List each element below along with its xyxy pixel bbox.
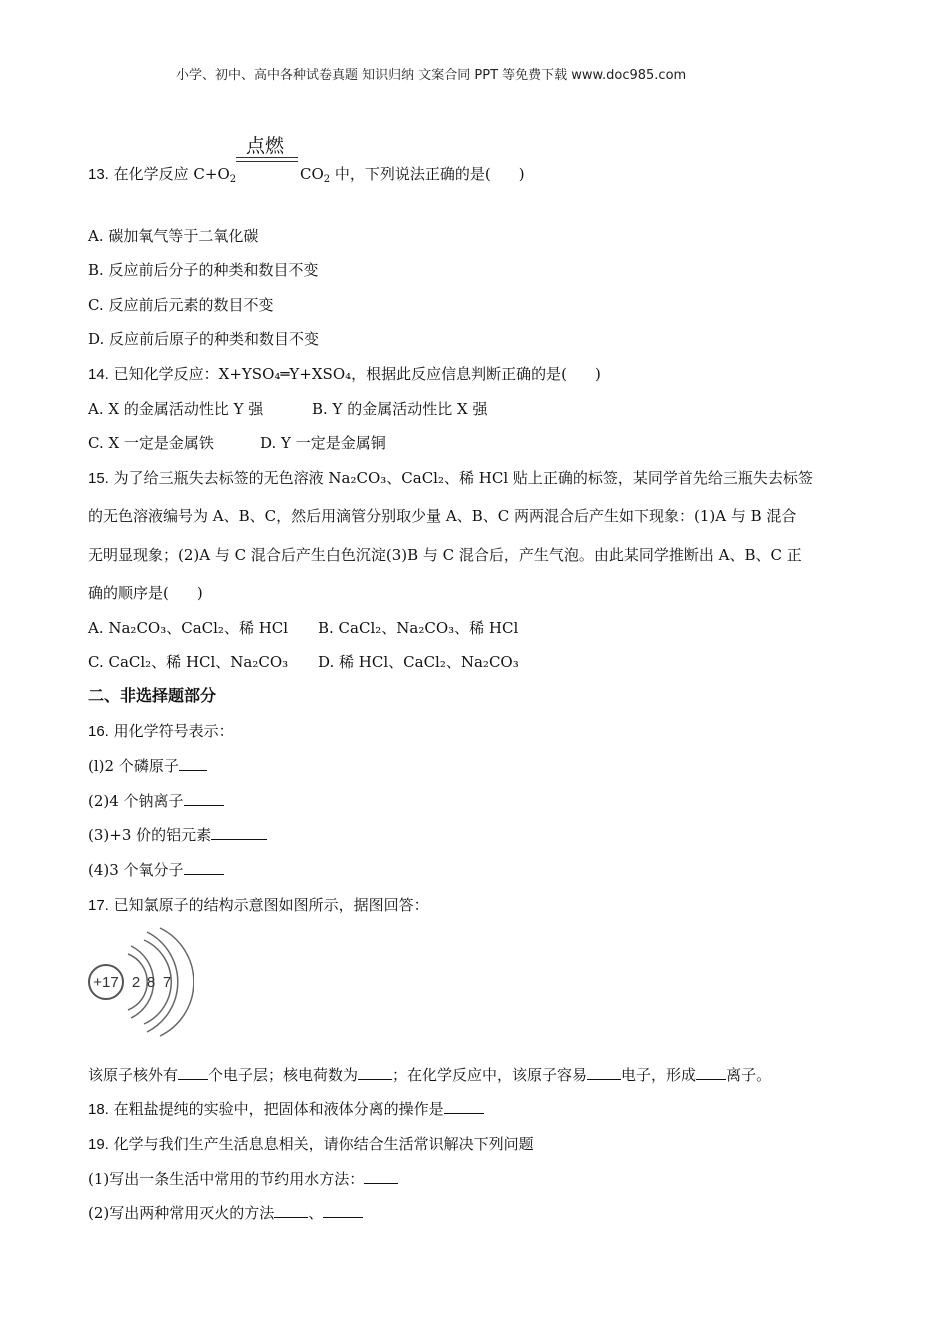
q19-stem — [88, 1134, 534, 1155]
q17-part-3: ；在化学反应中，该原子容易 — [392, 1066, 588, 1084]
answer-blank[interactable] — [184, 791, 224, 806]
q13-option-b: B. 反应前后分子的种类和数目不变 — [88, 261, 319, 279]
q15-number: 15. — [88, 470, 109, 487]
q19-text: 化学与我们生产生活息息相关，请你结合生活常识解决下列问题 — [113, 1135, 534, 1153]
q15-line-1 — [88, 468, 813, 489]
q16-item-4-text: (4)3 个氧分子 — [88, 861, 184, 879]
q13-co2: CO — [300, 165, 324, 183]
q13-stem — [88, 164, 236, 185]
q15-line-4 — [88, 583, 203, 603]
q14-option-c: C. X 一定是金属铁 — [88, 434, 214, 452]
q13-option-c: C. 反应前后元素的数目不变 — [88, 296, 274, 314]
q15-option-a: A. Na₂CO₃、CaCl₂、稀 HCl — [88, 619, 289, 637]
q16-item-2 — [88, 791, 224, 811]
q15-option-c: C. CaCl₂、稀 HCl、Na₂CO₃ — [88, 653, 289, 671]
q19-item-2 — [88, 1203, 363, 1223]
q16-text: 用化学符号表示： — [113, 722, 234, 740]
q15-line1-text: 为了给三瓶失去标签的无色溶液 Na₂CO₃、CaCl₂、稀 HCl 贴上正确的标签，某同学首先给三瓶失去标签 — [113, 469, 813, 487]
answer-blank[interactable] — [364, 1169, 398, 1184]
answer-blank[interactable] — [211, 825, 267, 840]
equals-line-top — [236, 157, 298, 158]
answer-blank[interactable] — [323, 1203, 363, 1218]
shell-electrons-2: 8 — [146, 974, 156, 991]
q14-close: ) — [595, 365, 601, 383]
answer-blank[interactable] — [274, 1203, 308, 1218]
q14-stem — [88, 364, 601, 385]
q17-answer-line — [88, 1065, 771, 1085]
answer-blank[interactable] — [178, 1065, 208, 1080]
q16-item-2-text: (2)4 个钠离子 — [88, 792, 184, 810]
q16-item-1-text: (l)2 个磷原子 — [88, 757, 179, 775]
q19-item-1-text: (1)写出一条生活中常用的节约用水方法： — [88, 1170, 365, 1188]
q17-part-1: 该原子核外有 — [88, 1066, 179, 1084]
q16-stem — [88, 721, 234, 742]
q18-text: 在粗盐提纯的实验中，把固体和液体分离的操作是 — [113, 1100, 444, 1118]
q14-option-b: B. Y 的金属活动性比 X 强 — [312, 400, 488, 418]
q13-co2-sub: 2 — [323, 174, 331, 185]
answer-blank[interactable] — [587, 1065, 621, 1080]
q14-number: 14. — [88, 366, 109, 383]
q16-item-3 — [88, 825, 267, 845]
nucleus-label: +17 — [93, 974, 119, 991]
page-header: 小学、初中、高中各种试卷真题 知识归纳 文案合同 PPT 等免费下载 www.doc985.com — [176, 68, 687, 83]
q16-item-3-text: (3)+3 价的铝元素 — [88, 826, 212, 844]
q18-stem — [88, 1099, 484, 1120]
q17-part-5: 离子。 — [726, 1066, 772, 1084]
q15-line4-text: 确的顺序是( — [88, 584, 169, 602]
q13-stem-post — [300, 164, 525, 184]
answer-blank[interactable] — [696, 1065, 726, 1080]
q13-option-d: D. 反应前后原子的种类和数目不变 — [88, 330, 320, 348]
q13-o2-sub: 2 — [229, 174, 237, 185]
q18-number: 18. — [88, 1101, 109, 1118]
q19-separator: 、 — [308, 1204, 324, 1222]
equals-line-bottom — [236, 161, 298, 162]
q19-item-1 — [88, 1169, 398, 1189]
q17-part-4: 电子，形成 — [621, 1066, 697, 1084]
q17-stem — [88, 895, 429, 916]
q15-close: ) — [196, 584, 203, 602]
shell-electrons-3: 7 — [162, 974, 172, 991]
section-title: 二、非选择题部分 — [88, 686, 217, 705]
q14-option-a: A. X 的金属活动性比 Y 强 — [88, 400, 264, 418]
q15-line-3: 无明显现象；(2)A 与 C 混合后产生白色沉淀(3)B 与 C 混合后，产生气泡。由此某同学推断出 A、B、C 正 — [88, 546, 802, 564]
q19-number: 19. — [88, 1136, 109, 1153]
q16-item-4 — [88, 860, 224, 880]
q17-number: 17. — [88, 897, 109, 914]
q13-post: 中，下列说法正确的是( — [330, 165, 491, 183]
reaction-condition: 点燃 — [246, 135, 285, 157]
shell-electrons-1: 2 — [131, 974, 141, 991]
q13-close: ) — [518, 165, 525, 183]
q15-option-b: B. CaCl₂、Na₂CO₃、稀 HCl — [318, 619, 519, 637]
q16-number: 16. — [88, 723, 109, 740]
q13-option-a: A. 碳加氧气等于二氧化碳 — [88, 227, 259, 245]
q13-pre: 在化学反应 C+O — [113, 165, 230, 183]
q17-text: 已知氯原子的结构示意图如图所示，据图回答： — [113, 896, 429, 914]
chlorine-atom-diagram — [84, 922, 194, 1038]
answer-blank[interactable] — [444, 1099, 484, 1114]
q17-part-2: 个电子层；核电荷数为 — [208, 1066, 359, 1084]
q14-option-d: D. Y 一定是金属铜 — [260, 434, 386, 452]
q13-number: 13. — [88, 166, 109, 183]
q16-item-1 — [88, 756, 207, 776]
answer-blank[interactable] — [358, 1065, 392, 1080]
answer-blank[interactable] — [179, 756, 207, 771]
q14-text: 已知化学反应：X+YSO₄═Y+XSO₄，根据此反应信息判断正确的是( — [113, 365, 567, 383]
q19-item-2-text: (2)写出两种常用灭火的方法 — [88, 1204, 275, 1222]
q15-line-2: 的无色溶液编号为 A、B、C，然后用滴管分别取少量 A、B、C 两两混合后产生如下现象：(1)A 与 B 混合 — [88, 507, 797, 525]
answer-blank[interactable] — [184, 860, 224, 875]
q15-option-d: D. 稀 HCl、CaCl₂、Na₂CO₃ — [318, 653, 519, 671]
